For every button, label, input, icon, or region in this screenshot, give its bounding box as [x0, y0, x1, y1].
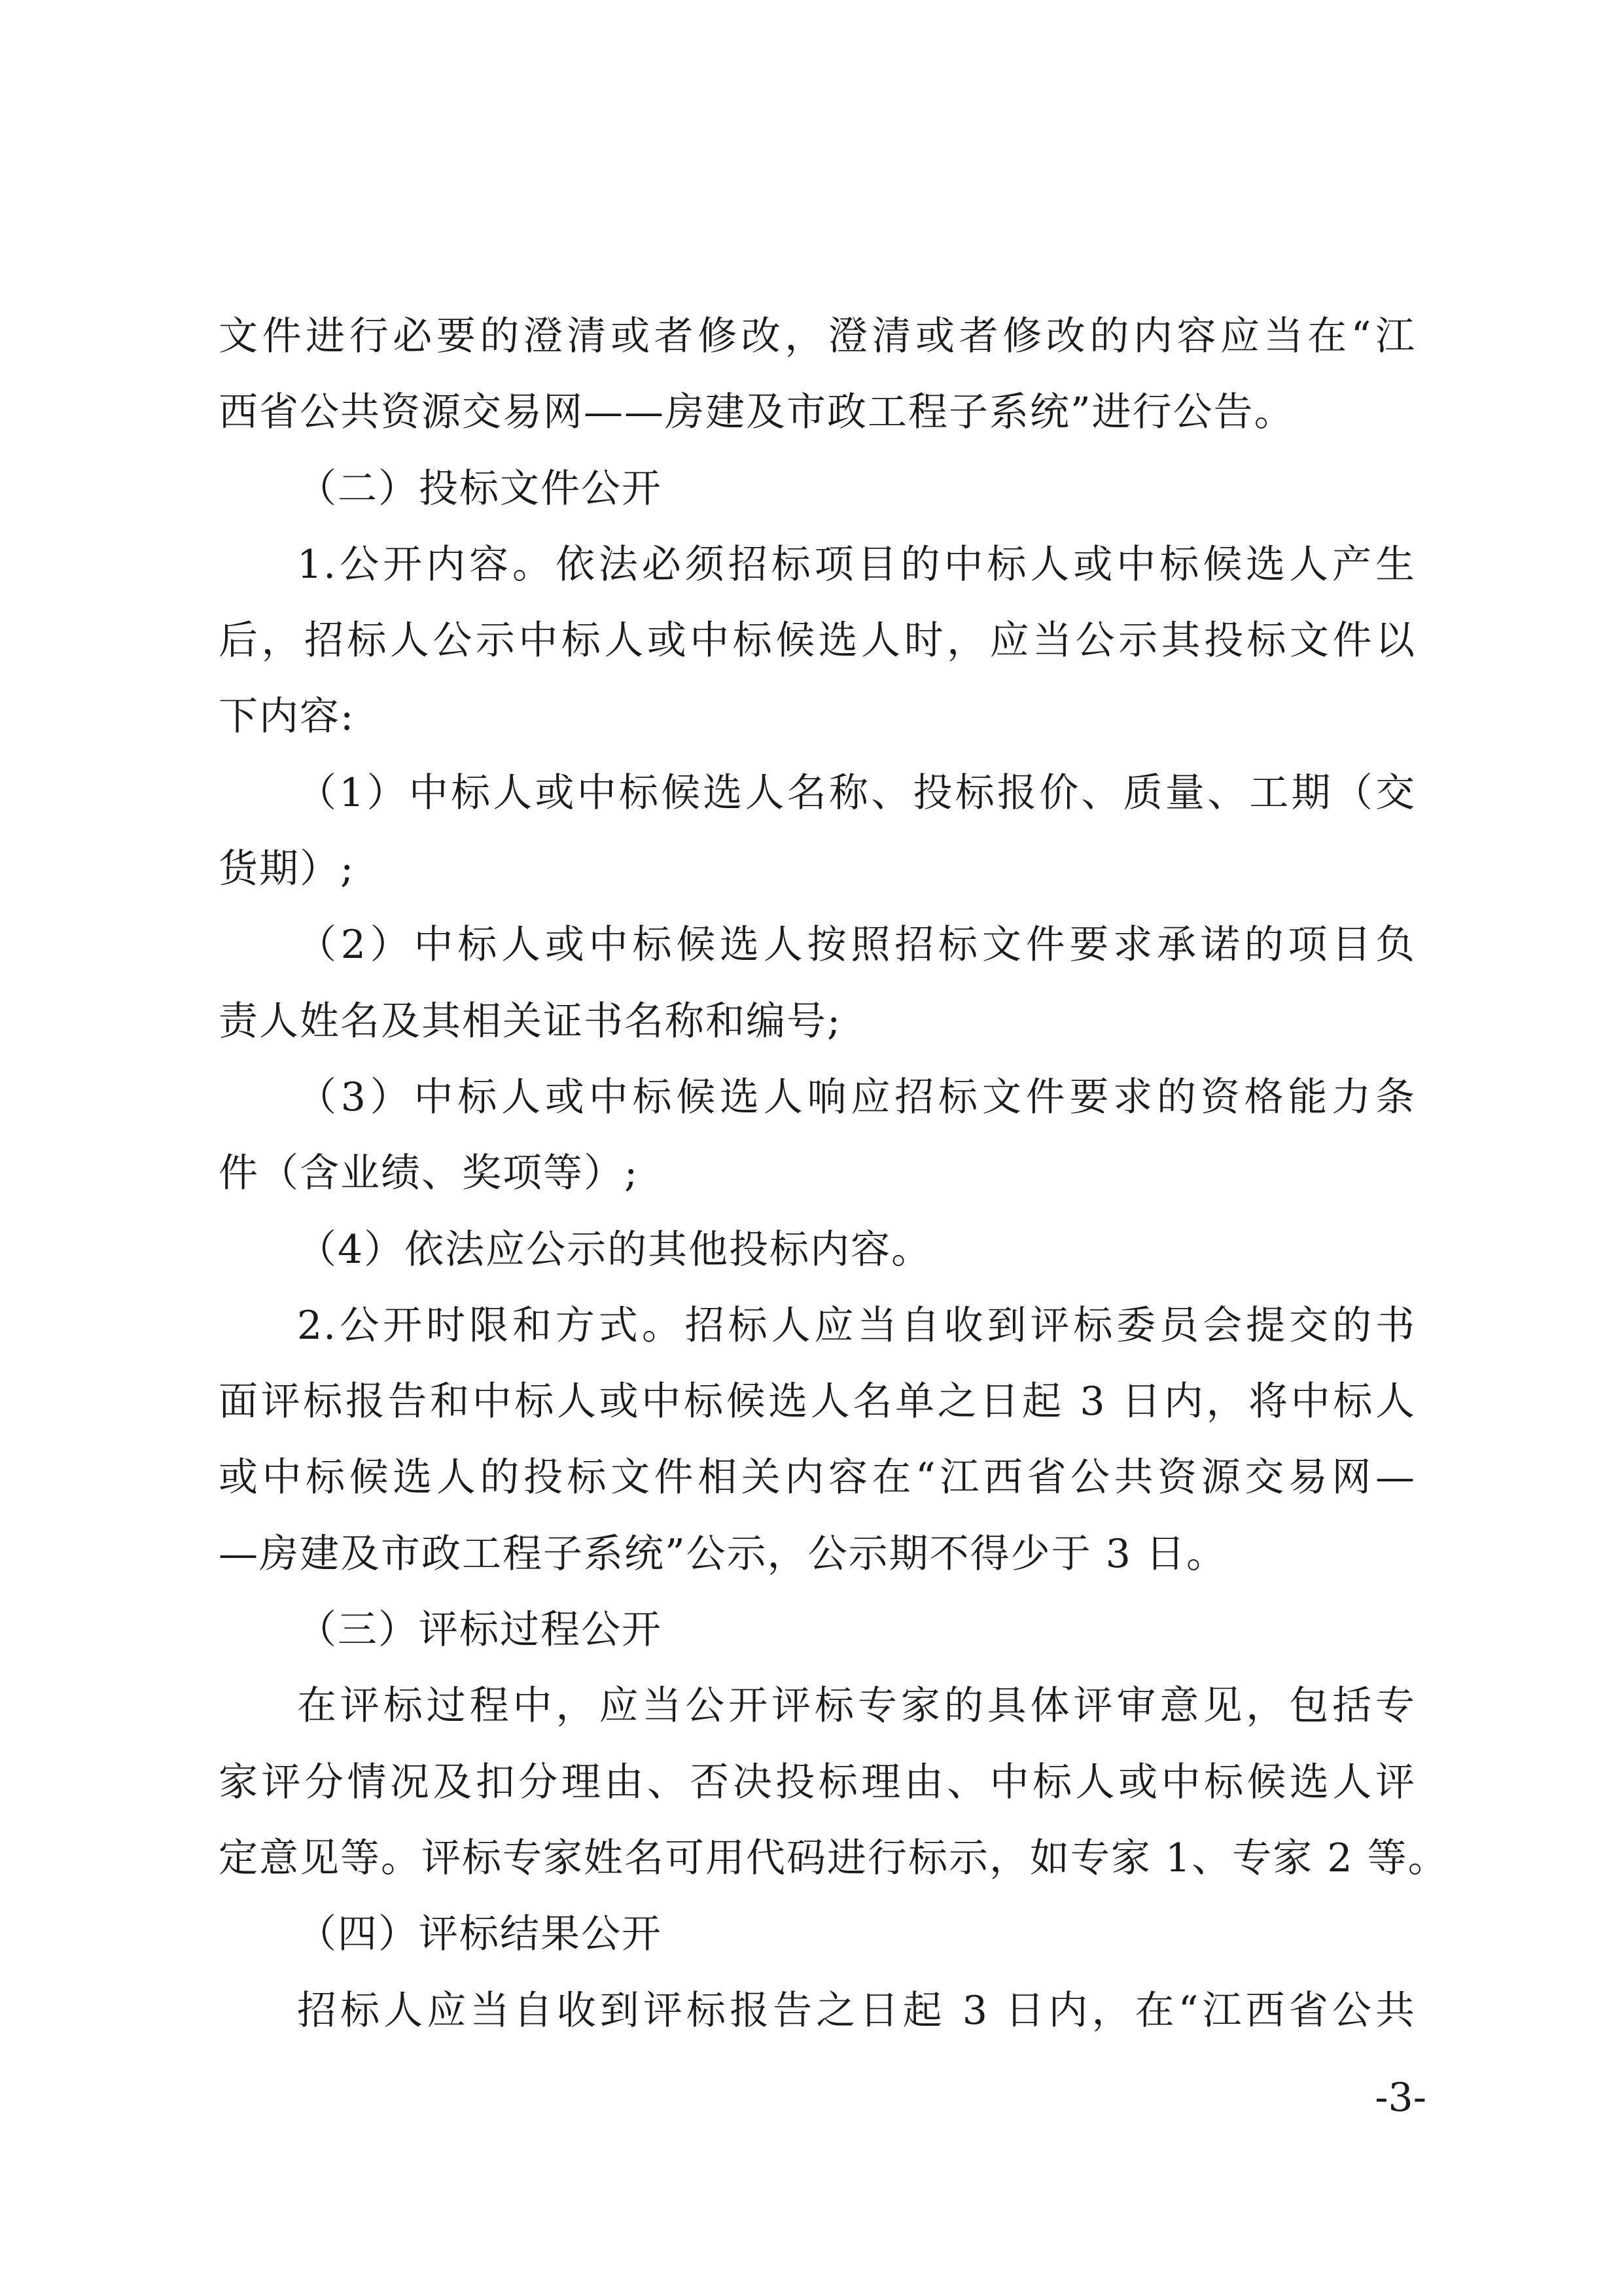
paragraph-line: 下内容:: [219, 694, 355, 740]
section-heading: （四）评标结果公开: [297, 1911, 662, 1958]
paragraph-line: 西省公共资源交易网——房建及市政工程子系统”进行公告。: [219, 389, 1295, 436]
paragraph-line: —房建及市政工程子系统”公示，公示期不得少于 3 日。: [219, 1530, 1227, 1577]
paragraph-line: 家评分情况及扣分理由、否决投标理由、中标人或中标候选人评: [219, 1759, 1416, 1805]
paragraph-line: 或中标候选人的投标文件相关内容在“江西省公共资源交易网—: [219, 1455, 1416, 1501]
section-heading: （三）评标过程公开: [297, 1607, 662, 1653]
paragraph-line: 定意见等。评标专家姓名可用代码进行标示，如专家 1、专家 2 等。: [219, 1835, 1449, 1881]
list-item-line: 件（含业绩、奖项等）;: [219, 1150, 639, 1197]
paragraph-line: 面评标报告和中标人或中标候选人名单之日起 3 日内，将中标人: [219, 1379, 1416, 1425]
list-item-line: （1）中标人或中标候选人名称、投标报价、质量、工期（交: [297, 769, 1416, 816]
paragraph-line: 后，招标人公示中标人或中标候选人时，应当公示其投标文件以: [219, 618, 1416, 664]
list-item-line: （2）中标人或中标候选人按照招标文件要求承诺的项目负: [297, 922, 1416, 968]
page-number: -3-: [1375, 2075, 1426, 2121]
paragraph-line: 2.公开时限和方式。招标人应当自收到评标委员会提交的书: [297, 1302, 1416, 1349]
list-item-line: （4）依法应公示的其他投标内容。: [297, 1226, 932, 1273]
body-text: [219, 298, 1449, 2049]
paragraph-line: 文件进行必要的澄清或者修改，澄清或者修改的内容应当在“江: [219, 313, 1416, 359]
section-heading: （二）投标文件公开: [297, 465, 662, 512]
paragraph-line: 在评标过程中，应当公开评标专家的具体评审意见，包括专: [297, 1683, 1416, 1729]
list-item-line: 责人姓名及其相关证书名称和编号;: [219, 998, 842, 1044]
list-item-line: 货期）;: [219, 846, 355, 892]
paragraph-line: 招标人应当自收到评标报告之日起 3 日内，在“江西省公共: [297, 1987, 1416, 2034]
list-item-line: （3）中标人或中标候选人响应招标文件要求的资格能力条: [297, 1074, 1416, 1120]
paragraph-line: 1.公开内容。依法必须招标项目的中标人或中标候选人产生: [297, 541, 1416, 588]
